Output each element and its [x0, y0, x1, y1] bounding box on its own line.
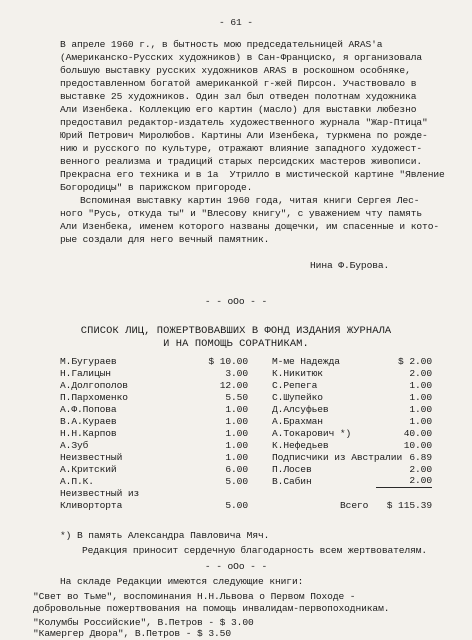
- donor-name: А.Токарович *): [272, 428, 352, 439]
- memoir-line: нию и русского по культуре, отражают влияние западного художест-: [60, 143, 423, 154]
- memoir-line: Юрий Петрович Миролюбов. Картины Али Изенбека, туркмена по рожде-: [60, 130, 428, 141]
- donor-list-subtitle: И НА ПОМОЩЬ СОРАТНИКАМ.: [163, 338, 309, 350]
- donor-amount: 1.00: [225, 416, 248, 427]
- donor-amount: 1.00: [225, 428, 248, 439]
- donor-name: Н.Н.Карпов: [60, 428, 117, 439]
- memoir-line: Богородицы" в парижском пригороде.: [60, 182, 253, 193]
- donor-name: Неизвестный из: [60, 488, 140, 499]
- donor-name: В.А.Кураев: [60, 416, 117, 427]
- donor-name: А.П.К.: [60, 476, 94, 487]
- donor-name: М-ме Надежда: [272, 356, 340, 367]
- memoir-line: венного реализма и традиций старых персидских мастеров живописи.: [60, 156, 423, 167]
- donor-name: С.Шупейко: [272, 392, 323, 403]
- donor-name: Подписчики из Австралии: [272, 452, 403, 463]
- memoir-line: большую выставку русских художников ARAS в роскошном особняке,: [60, 65, 411, 76]
- donor-amount: 40.00: [403, 428, 432, 439]
- donor-amount: 1.00: [225, 452, 248, 463]
- memoir-line: выставке 25 художников. Один зал был отведен полотнам художника: [60, 91, 417, 102]
- donor-amount: 5.00: [225, 476, 248, 487]
- memoir-line: (Американско-Русских художников) в Сан-Франциско, я организовала: [60, 52, 423, 63]
- donor-amount: 5.00: [225, 500, 248, 511]
- footnote: *) В память Александра Павловича Мяч.: [60, 530, 270, 541]
- book-entry: добровольные пожертвования на помощь инвалидам-первопоходникам.: [33, 603, 390, 614]
- thanks-note: Редакция приносит сердечную благодарность всем жертвователям.: [82, 545, 428, 556]
- donor-name: П.Пархоменко: [60, 392, 128, 403]
- memoir-line: Прекрасна его техника и в 1а Утрилло в мистической картине "Явление: [60, 169, 445, 180]
- donor-amount: 3.00: [225, 368, 248, 379]
- donor-amount: 1.00: [409, 392, 432, 403]
- donor-name: С.Репега: [272, 380, 318, 391]
- donor-name: Кливорторта: [60, 500, 123, 511]
- donor-list-title: СПИСОК ЛИЦ, ПОЖЕРТВОВАВШИХ В ФОНД ИЗДАНИЯ ЖУРНАЛА: [80, 325, 392, 337]
- donor-name: А.Долгополов: [60, 380, 128, 391]
- donor-amount: 1.00: [409, 404, 432, 415]
- donor-amount: 2.00: [376, 475, 432, 488]
- total-value: $ 115.39: [386, 500, 432, 511]
- donor-name: А.Ф.Попова: [60, 404, 117, 415]
- memoir-line: предоставил редактор-издатель художественного журнала "Жар-Птица": [60, 117, 428, 128]
- donor-amount: 6.89: [409, 452, 432, 463]
- book-entry: "Колумбы Российские", В.Петров - $ 3.00: [33, 617, 254, 628]
- donor-amount: 5.50: [225, 392, 248, 403]
- signature: Нина Ф.Бурова.: [310, 260, 390, 271]
- donor-name: К.Никитюк: [272, 368, 323, 379]
- donor-name: А.Брахман: [272, 416, 323, 427]
- donor-name: В.Сабин: [272, 476, 312, 487]
- book-entry: "Свет во Тьме", воспоминания Н.Н.Львова о Первом Походе -: [33, 591, 356, 602]
- donor-amount: 6.00: [225, 464, 248, 475]
- donor-name: Неизвестный: [60, 452, 123, 463]
- total-label: Всего: [340, 500, 369, 511]
- separator: - - oOo - -: [204, 561, 268, 572]
- donor-amount: 10.00: [403, 440, 432, 451]
- page-number: - 61 -: [219, 17, 253, 28]
- donor-amount: 1.00: [225, 404, 248, 415]
- donor-name: Д.Алсуфьев: [272, 404, 329, 415]
- donor-amount: 1.00: [409, 416, 432, 427]
- donor-name: А.Критский: [60, 464, 117, 475]
- donor-amount: 1.00: [409, 380, 432, 391]
- memoir-line: В апреле 1960 г., в бытность мою председательницей ARAS'а: [60, 39, 383, 50]
- store-heading: На складе Редакции имеются следующие книги:: [60, 576, 304, 587]
- donor-amount: $ 2.00: [398, 356, 432, 367]
- donor-name: К.Нефедьев: [272, 440, 329, 451]
- donor-name: М.Бугураев: [60, 356, 117, 367]
- donor-name: А.Зуб: [60, 440, 89, 451]
- donor-name: П.Лосев: [272, 464, 312, 475]
- donor-amount: 2.00: [409, 368, 432, 379]
- memoir-line: рые создали для него вечный памятник.: [60, 234, 270, 245]
- memoir-line: Вспоминая выставку картин 1960 года, читая книги Сергея Лес-: [80, 195, 420, 206]
- memoir-line: ного "Русь, откуда ты" и "Влесову книгу", с уважением чту память: [60, 208, 423, 219]
- donor-amount: 12.00: [219, 380, 248, 391]
- memoir-line: Али Изенбека, именем которого названы дощечки, им спасенные и кото-: [60, 221, 440, 232]
- donor-name: Н.Галицын: [60, 368, 111, 379]
- memoir-line: Али Изенбека. Коллекцию его картин (масло) для выставки любезно: [60, 104, 417, 115]
- memoir-line: предоставленном богатой американкой г-жей Пирсон. Участвовало в: [60, 78, 417, 89]
- donor-amount: 1.00: [225, 440, 248, 451]
- separator: - - oOo - -: [204, 296, 268, 307]
- book-entry: "Камергер Двора", В.Петров - $ 3.50: [33, 628, 232, 639]
- donor-amount: $ 10.00: [208, 356, 248, 367]
- donor-amount: 2.00: [409, 464, 432, 475]
